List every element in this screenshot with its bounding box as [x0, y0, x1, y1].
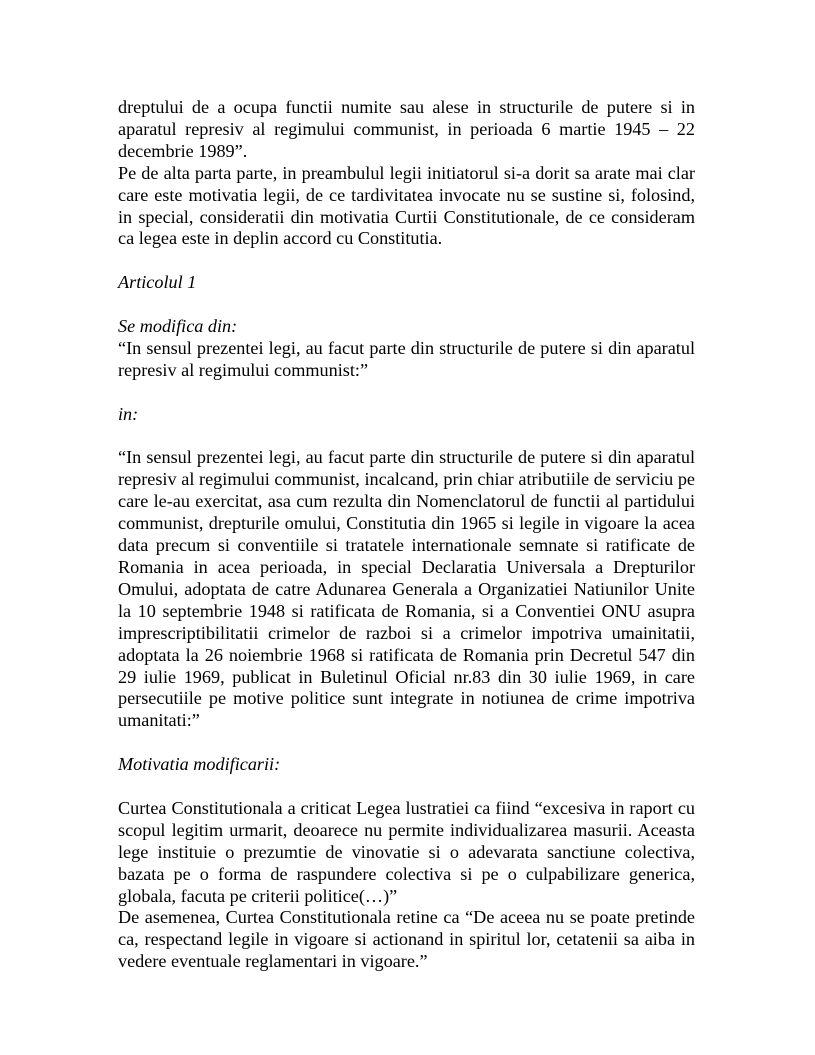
- spacer: [118, 426, 695, 448]
- into-label: in:: [118, 403, 139, 424]
- original-text: “In sensul prezentei legi, au facut parte din structurile de putere si din aparatul represiv al regimului communist:”: [118, 337, 695, 380]
- spacer: [118, 776, 695, 798]
- spacer: [118, 732, 695, 754]
- motivation-paragraph-1: Curtea Constitutionala a criticat Legea lustratiei ca fiind “excesiva in raport cu scopul legitim urmarit, deoarece nu permite individualizarea masurii. Aceasta lege instituie o prezumtie de vinovatie si o adevarata sanctiune colectiva, bazata pe o forma de raspundere colectiva si pe o culpabilizare generica, globala, facuta pe criterii politice(…)”: [118, 797, 695, 906]
- motivation-heading: Motivatia modificarii:: [118, 754, 281, 775]
- modify-from-label: Se modifica din:: [118, 316, 238, 337]
- spacer: [118, 250, 695, 272]
- intro-paragraph: dreptului de a ocupa functii numite sau alese in structurile de putere si in aparatul represiv al regimului communist, in perioada 6 martie 1945 – 22 decembrie 1989”.: [118, 97, 695, 161]
- spacer: [118, 382, 695, 404]
- article-heading: Articolul 1: [118, 272, 197, 293]
- amended-text: “In sensul prezentei legi, au facut parte din structurile de putere si din aparatul represiv al regimului communist, incalcand, prin chiar atributiile de serviciu pe care le-au exercitat, asa cum rezulta din Nomenclatorul de functii al partidului communist, drepturile omului, Constitutia din 1965 si legile in vigoare la acea data precum si conventiile si tratatele internationale semnate si ratificate de Romania in acea perioada, in special Declaratia Universala a Drepturilor Omului, adoptata de catre Adunarea Generala a Organizatiei Natiunilor Unite la 10 septembrie 1948 si ratificata de Romania, si a Conventiei ONU asupra imprescriptibilitatii crimelor de razboi si a crimelor impotriva umainitatii, adoptata la 26 noiembrie 1968 si ratificata de Romania prin Decretul 547 din 29 iulie 1969, publicat in Buletinul Oficial nr.83 din 30 iulie 1969, in care persecutiile pe motive politice sunt integrate in notiunea de crime impotriva umanitati:”: [118, 447, 695, 731]
- spacer: [118, 294, 695, 316]
- motivation-paragraph-2: De asemenea, Curtea Constitutionala retine ca “De aceea nu se poate pretinde ca, respectand legile in vigoare si actionand in spiritul lor, cetatenii sa aiba in vedere eventuale reglamentari in vigoare.”: [118, 907, 695, 972]
- preamble-paragraph: Pe de alta parta parte, in preambulul legii initiatorul si-a dorit sa arate mai clar care este motivatia legii, de ce tardivitatea invocate nu se sustine si, folosind, in special, consideratii din motivatia Curtii Constitutionale, de ce consideram ca legea este in deplin accord cu Constitutia.: [118, 162, 695, 249]
- document-page: [118, 97, 695, 973]
